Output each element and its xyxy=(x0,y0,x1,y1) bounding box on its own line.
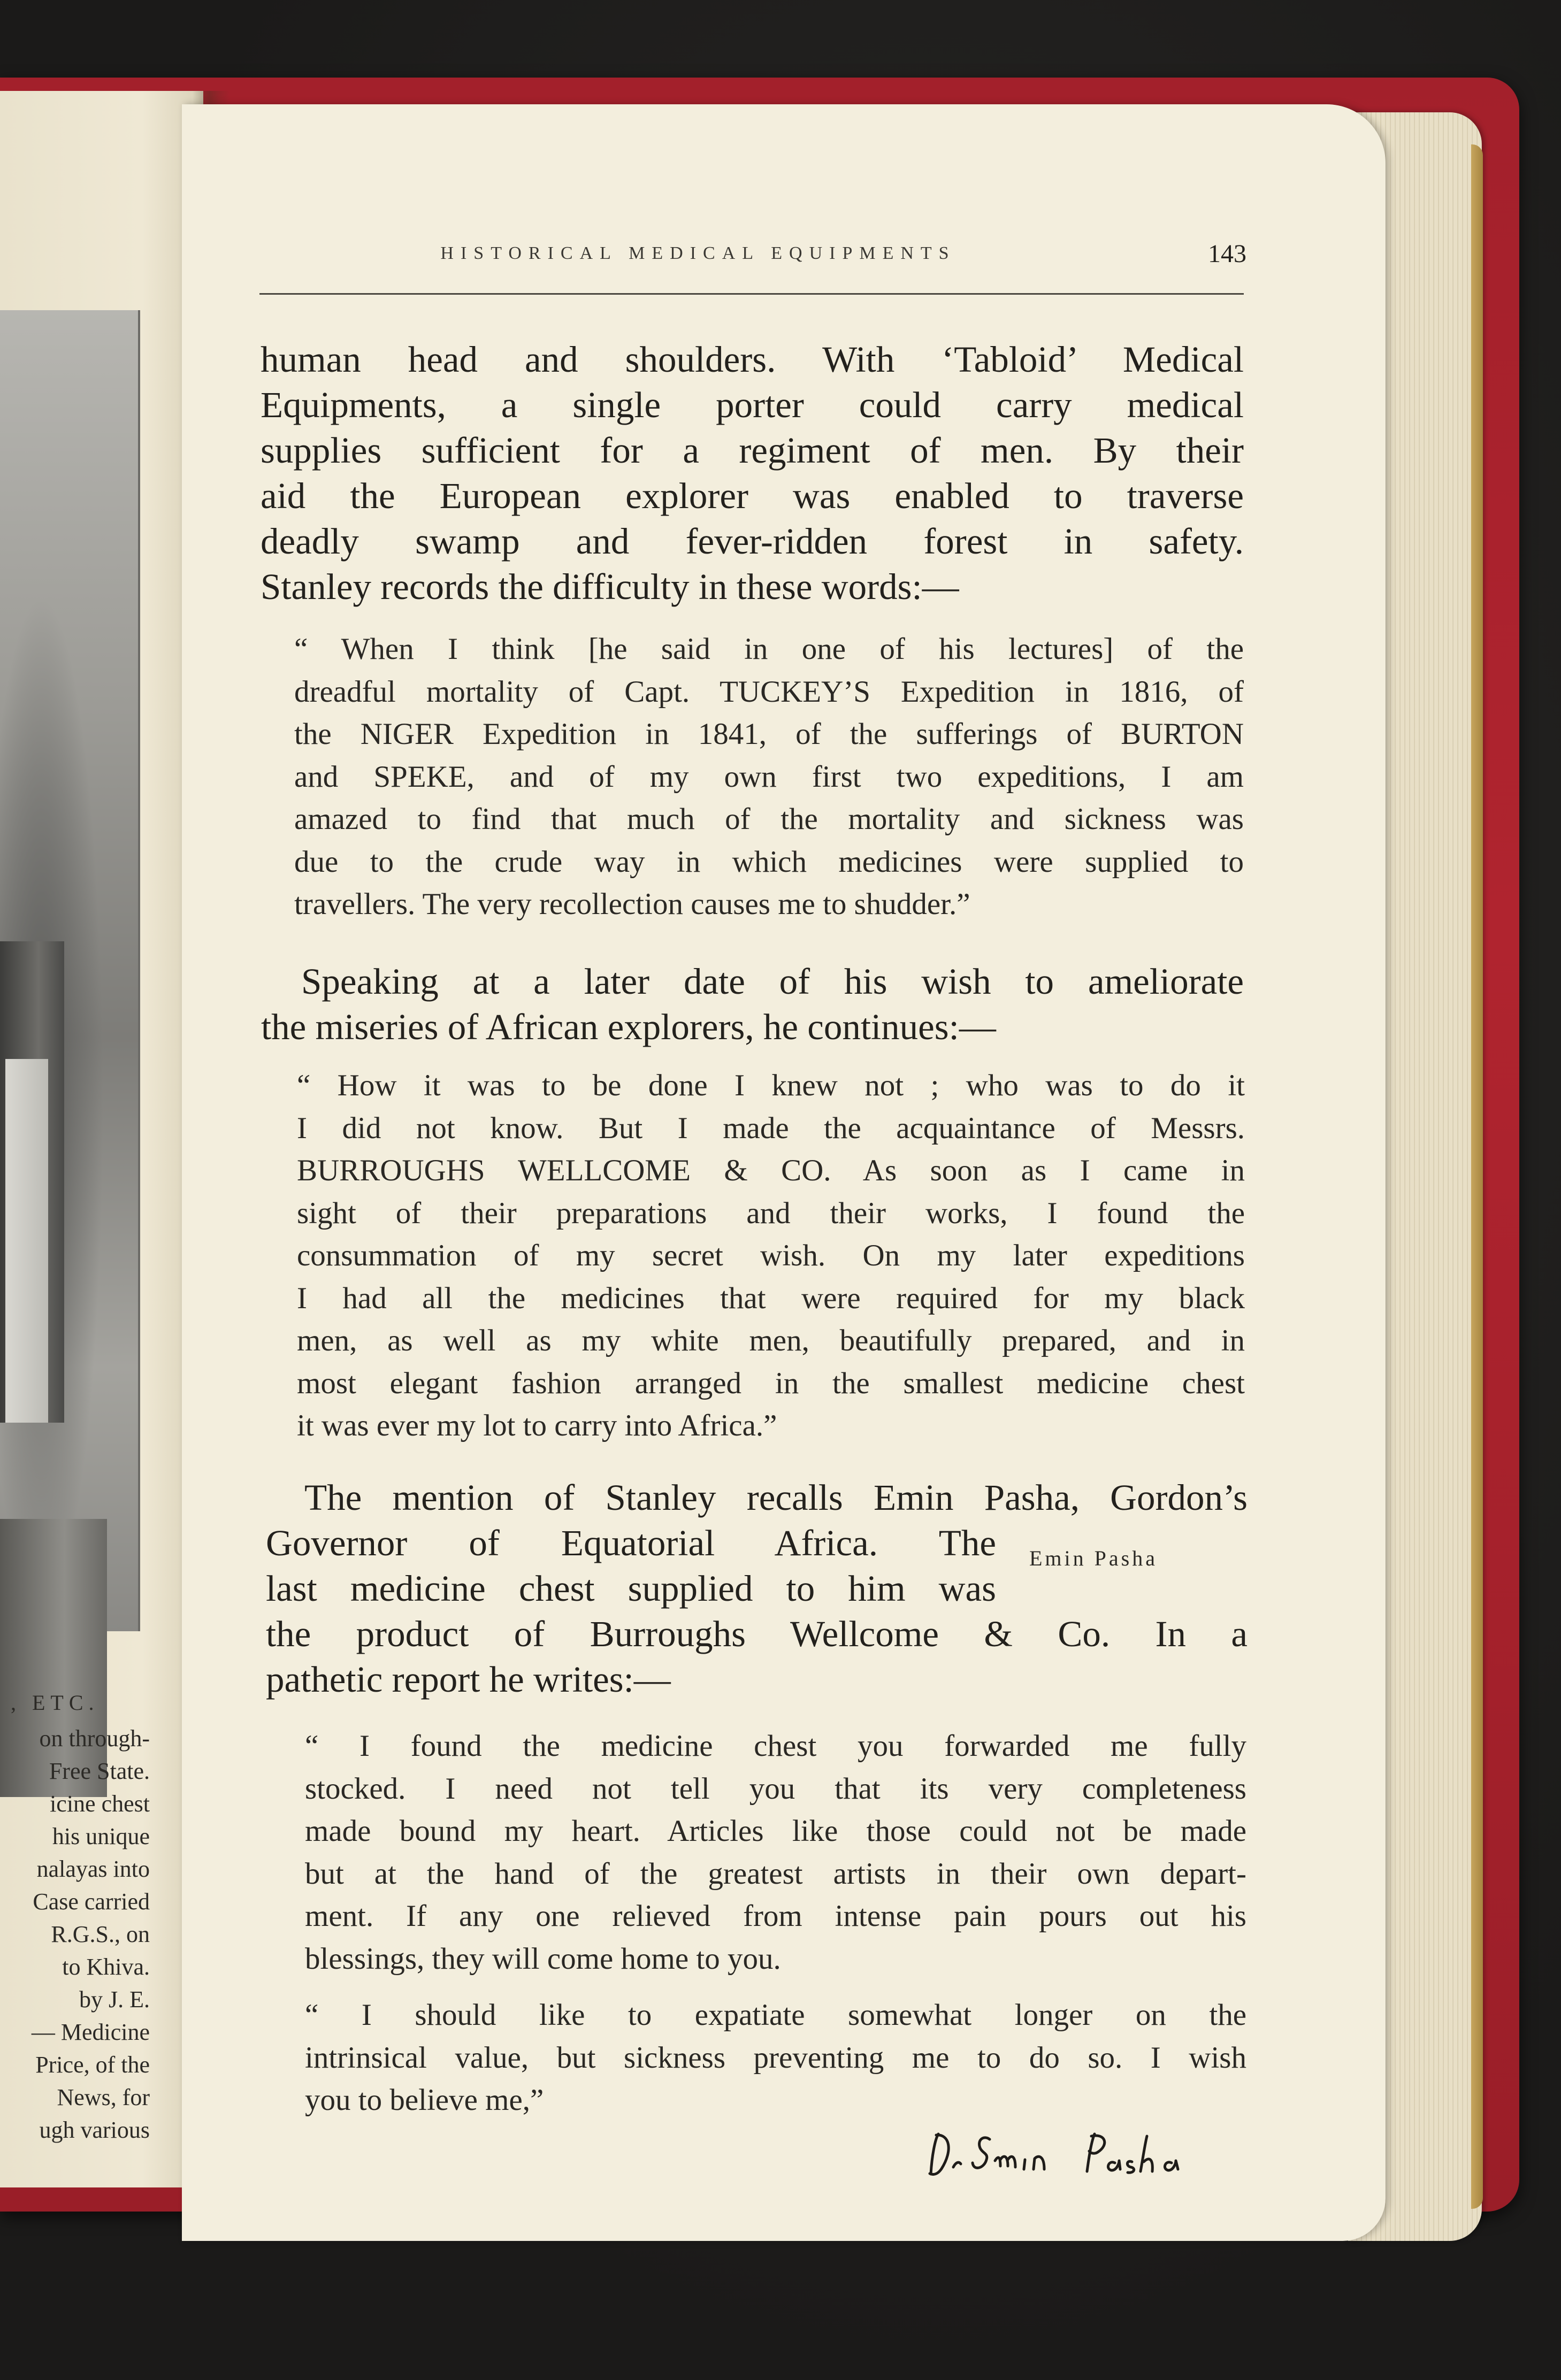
header-rule xyxy=(259,293,1244,295)
quote-emin xyxy=(305,1725,1246,1980)
verso-text-line: his unique xyxy=(52,1823,150,1849)
verso-text-line: on through- xyxy=(39,1725,150,1752)
quote-line: travellers. The very recollection causes me to shudder.” xyxy=(294,887,970,921)
text-line: last medicine chest supplied to him was xyxy=(266,1568,996,1609)
quote-line: and SPEKE, and of my own first two expeditions, I am xyxy=(294,759,1244,794)
quote-line: I did not know. But I made the acquaintance of Messrs. xyxy=(297,1111,1245,1145)
page-number: 143 xyxy=(1208,240,1246,268)
paragraph-2 xyxy=(261,959,1244,1050)
text-line: deadly swamp and fever-ridden forest in safety. xyxy=(261,521,1244,562)
text-line: Speaking at a later date of his wish to ameliorate xyxy=(301,961,1244,1002)
verso-text-line: to Khiva. xyxy=(62,1954,150,1980)
quote-line: BURROUGHS WELLCOME & CO. As soon as I came in xyxy=(297,1154,1245,1187)
gilt-edge xyxy=(1471,144,1483,2209)
quote-line: intrinsical value, but sickness preventing me to do so. I wish xyxy=(305,2040,1246,2075)
text-line: Stanley records the difficulty in these words:— xyxy=(261,566,959,607)
quote-line: men, as well as my white men, beautifully prepared, and in xyxy=(297,1324,1245,1357)
text-line: the miseries of African explorers, he continues:— xyxy=(261,1007,996,1047)
quote-line: sight of their preparations and their works, I found the xyxy=(297,1196,1245,1230)
quote-line: it was ever my lot to carry into Africa.” xyxy=(297,1409,777,1442)
verso-text-line: icine chest xyxy=(50,1791,150,1817)
sidenote-emin-pasha: Emin Pasha xyxy=(1029,1546,1158,1570)
quote-line: I had all the medicines that were required for my black xyxy=(297,1281,1245,1315)
text-line: human head and shoulders. With ‘Tabloid’ Medical xyxy=(261,339,1244,380)
quote-emin-closing xyxy=(305,1994,1246,2122)
medicine-chest-photo xyxy=(0,310,140,1631)
quote-line: due to the crude way in which medicines were supplied to xyxy=(294,844,1244,879)
quote-line: most elegant fashion arranged in the smallest medicine chest xyxy=(297,1366,1245,1400)
verso-text-line: nalayas into xyxy=(36,1856,150,1882)
text-line: aid the European explorer was enabled to traverse xyxy=(261,475,1244,516)
text-line: Equipments, a single porter could carry medical xyxy=(261,385,1244,425)
verso-text-line: Free State. xyxy=(49,1758,150,1784)
verso-caption: , ETC. xyxy=(11,1691,100,1715)
quote-line: amazed to find that much of the mortality and sickness was xyxy=(294,802,1244,836)
quote-line: “ I should like to expatiate somewhat longer on the xyxy=(305,1998,1246,2032)
text-line: the product of Burroughs Wellcome & Co. In a xyxy=(266,1614,1248,1654)
emin-pasha-signature xyxy=(920,2118,1252,2198)
quote-tuckey xyxy=(294,628,1244,926)
quote-line: dreadful mortality of Capt. TUCKEY’S Expedition in 1816, of xyxy=(294,674,1244,709)
text-line: pathetic report he writes:— xyxy=(266,1659,671,1700)
verso-text-line: by J. E. xyxy=(79,1986,150,2013)
running-head xyxy=(270,240,1246,275)
running-head-title: HISTORICAL MEDICAL EQUIPMENTS xyxy=(440,243,956,263)
text-line: supplies sufficient for a regiment of men. By their xyxy=(261,430,1244,471)
verso-text-line: Price, of the xyxy=(35,2052,150,2078)
quote-line: made bound my heart. Articles like those could not be made xyxy=(305,1814,1246,1848)
quote-line: stocked. I need not tell you that its very completeness xyxy=(305,1771,1246,1806)
verso-text-line: R.G.S., on xyxy=(51,1921,150,1947)
quote-stanley xyxy=(297,1064,1245,1447)
quote-line: you to believe me,” xyxy=(305,2083,544,2117)
verso-text-line: — Medicine xyxy=(31,2019,150,2045)
quote-line: ment. If any one relieved from intense pain pours out his xyxy=(305,1899,1246,1933)
quote-line: consummation of my secret wish. On my later expeditions xyxy=(297,1239,1245,1272)
verso-text-line: News, for xyxy=(57,2084,150,2110)
quote-line: blessings, they will come home to you. xyxy=(305,1941,781,1976)
quote-line: “ How it was to be done I knew not ; who was to do it xyxy=(297,1069,1245,1102)
paragraph-1 xyxy=(261,337,1244,610)
verso-text-line: Case carried xyxy=(33,1888,150,1915)
verso-page xyxy=(0,91,203,2187)
quote-line: “ When I think [he said in one of his lectures] of the xyxy=(294,632,1244,666)
quote-line: the NIGER Expedition in 1841, of the sufferings of BURTON xyxy=(294,717,1244,751)
text-line: The mention of Stanley recalls Emin Pasha, Gordon’s xyxy=(304,1477,1248,1518)
photo-chest-lid xyxy=(5,1059,48,1423)
paragraph-3 xyxy=(266,1475,1248,1702)
text-line: Governor of Equatorial Africa. The xyxy=(266,1523,996,1563)
quote-line: but at the hand of the greatest artists in their own depart- xyxy=(305,1856,1246,1891)
verso-text xyxy=(32,1722,150,2146)
verso-text-line: ugh various xyxy=(39,2117,150,2143)
quote-line: “ I found the medicine chest you forwarded me fully xyxy=(305,1729,1246,1763)
